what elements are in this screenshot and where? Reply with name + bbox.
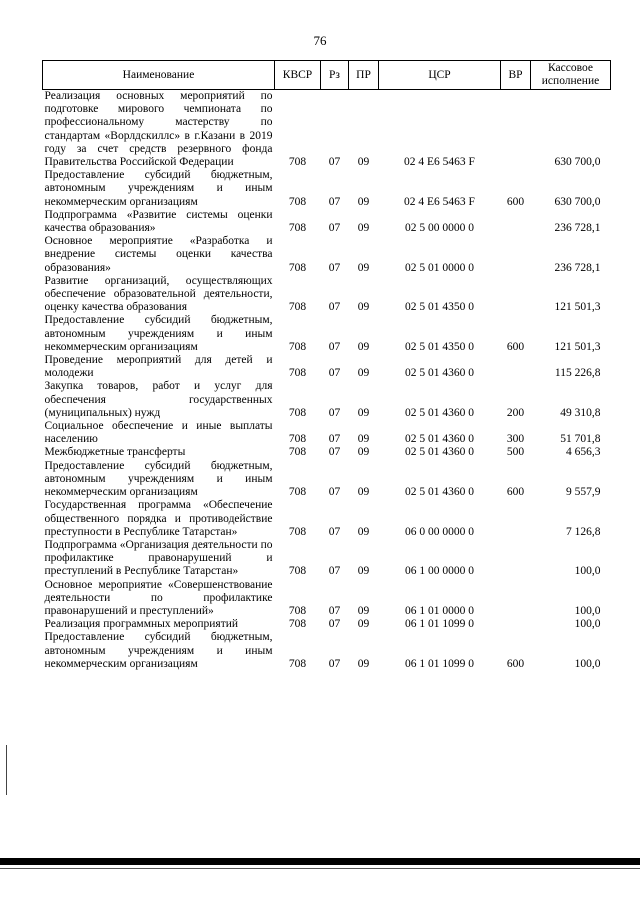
row-pr: 09: [357, 565, 370, 578]
row-csr: 02 5 01 4350 0: [405, 301, 474, 314]
row-pr: 09: [357, 433, 370, 446]
row-name: Реализация программных мероприятий: [44, 618, 239, 631]
header-name: Наименование: [43, 61, 275, 90]
table-row: [43, 499, 611, 539]
row-vr: 600: [506, 340, 525, 353]
row-amount: 236 728,1: [554, 222, 601, 235]
row-vr: [501, 579, 531, 619]
row-pr: 09: [357, 367, 370, 380]
header-rz: Рз: [321, 61, 349, 90]
row-rz: 07: [328, 486, 341, 499]
row-csr: 02 4 Е6 5463 F: [404, 195, 475, 208]
row-csr: 06 0 00 0000 0: [405, 525, 474, 538]
row-amount: 121 501,3: [554, 301, 601, 314]
row-name: Развитие организаций, осуществляющих обеспечение образовательной деятельности, оценку качества образования: [44, 274, 273, 314]
row-rz: 07: [328, 525, 341, 538]
table-row: [43, 631, 611, 671]
row-rz: 07: [328, 222, 341, 235]
table-row: [43, 275, 611, 315]
row-amount: 4 656,3: [566, 446, 601, 459]
row-kvsr: 708: [288, 565, 307, 578]
row-kvsr: 708: [288, 433, 307, 446]
row-name: Основное мероприятие «Разработка и внедрение системы оценки качества образования»: [44, 235, 273, 274]
row-rz: 07: [328, 156, 341, 169]
row-kvsr: 708: [288, 657, 307, 670]
row-kvsr: 708: [288, 618, 307, 631]
row-rz: 07: [328, 446, 341, 459]
row-rz: 07: [328, 340, 341, 353]
row-amount: 49 310,8: [560, 406, 601, 419]
row-vr: [501, 539, 531, 579]
row-vr: 300: [506, 433, 525, 446]
row-kvsr: 708: [288, 406, 307, 419]
row-name: Реализация основных мероприятий по подготовке мирового чемпионата по профессиональному мастерству по стандартам «Ворлдскиллс» в г.Казани в 2019 году за счет средств резервного фонда Правительства Российской Федерации: [44, 90, 273, 169]
row-pr: 09: [357, 446, 370, 459]
row-amount: 630 700,0: [554, 156, 601, 169]
row-csr: 06 1 01 1099 0: [405, 618, 474, 631]
row-pr: 09: [357, 340, 370, 353]
table-row: [43, 446, 611, 459]
row-kvsr: 708: [288, 525, 307, 538]
row-kvsr: 708: [288, 604, 307, 617]
row-csr: 02 5 01 4360 0: [405, 486, 474, 499]
header-kvsr: КВСР: [275, 61, 321, 90]
row-csr: 06 1 01 0000 0: [405, 604, 474, 617]
row-pr: 09: [357, 486, 370, 499]
row-name: Межбюджетные трансферты: [44, 446, 186, 459]
row-vr: [501, 209, 531, 235]
row-amount: 7 126,8: [566, 525, 601, 538]
row-vr: [501, 275, 531, 315]
row-rz: 07: [328, 433, 341, 446]
row-csr: 02 5 01 4350 0: [405, 340, 474, 353]
row-vr: 200: [506, 406, 525, 419]
table-row: [43, 314, 611, 354]
row-pr: 09: [357, 657, 370, 670]
row-rz: 07: [328, 618, 341, 631]
row-rz: 07: [328, 657, 341, 670]
row-kvsr: 708: [288, 446, 307, 459]
table-row: [43, 420, 611, 446]
row-name: Предоставление субсидий бюджетным, автономным учреждениям и иным некоммерческим организациям: [44, 169, 273, 208]
row-pr: 09: [357, 604, 370, 617]
row-amount: 236 728,1: [554, 261, 601, 274]
row-amount: 100,0: [574, 565, 601, 578]
row-kvsr: 708: [288, 486, 307, 499]
row-pr: 09: [357, 222, 370, 235]
row-name: Подпрограмма «Развитие системы оценки качества образования»: [44, 208, 273, 235]
page-bottom-border: [0, 858, 640, 865]
row-kvsr: 708: [288, 340, 307, 353]
header-vr: ВР: [501, 61, 531, 90]
row-amount: 100,0: [574, 604, 601, 617]
row-vr: 600: [506, 195, 525, 208]
row-rz: 07: [328, 406, 341, 419]
row-csr: 02 5 01 4360 0: [405, 406, 474, 419]
row-kvsr: 708: [288, 195, 307, 208]
table-row: [43, 169, 611, 209]
row-csr: 02 5 01 4360 0: [405, 446, 474, 459]
row-csr: 06 1 00 0000 0: [405, 565, 474, 578]
row-pr: 09: [357, 156, 370, 169]
row-kvsr: 708: [288, 367, 307, 380]
row-amount: 51 701,8: [560, 433, 601, 446]
row-pr: 09: [357, 195, 370, 208]
row-name: Закупка товаров, работ и услуг для обеспечения государственных (муниципальных) нужд: [44, 380, 273, 419]
row-name: Социальное обеспечение и иные выплаты населению: [44, 420, 273, 446]
row-csr: 02 5 00 0000 0: [405, 222, 474, 235]
table-header-row: [43, 61, 611, 90]
row-pr: 09: [357, 406, 370, 419]
row-rz: 07: [328, 604, 341, 617]
budget-execution-table: [42, 60, 611, 671]
row-kvsr: 708: [288, 261, 307, 274]
table-row: [43, 618, 611, 631]
table-row: [43, 539, 611, 579]
row-rz: 07: [328, 301, 341, 314]
row-csr: 06 1 01 1099 0: [405, 657, 474, 670]
row-name: Предоставление субсидий бюджетным, автономным учреждениям и иным некоммерческим организациям: [44, 314, 273, 353]
header-amount: Кассовое исполнение: [531, 61, 611, 90]
row-vr: 600: [506, 657, 525, 670]
row-pr: 09: [357, 301, 370, 314]
row-rz: 07: [328, 367, 341, 380]
row-name: Предоставление субсидий бюджетным, автономным учреждениям и иным некоммерческим организациям: [44, 459, 273, 499]
row-vr: [501, 90, 531, 170]
row-rz: 07: [328, 565, 341, 578]
row-name: Проведение мероприятий для детей и молодежи: [44, 354, 273, 380]
row-amount: 100,0: [574, 618, 601, 631]
row-csr: 02 5 01 4360 0: [405, 367, 474, 380]
page-number: 76: [313, 33, 327, 48]
table-row: [43, 354, 611, 380]
header-pr: ПР: [349, 61, 379, 90]
row-vr: 600: [506, 486, 525, 499]
row-kvsr: 708: [288, 222, 307, 235]
row-pr: 09: [357, 525, 370, 538]
row-pr: 09: [357, 618, 370, 631]
row-amount: 9 557,9: [566, 486, 601, 499]
row-rz: 07: [328, 195, 341, 208]
row-csr: 02 5 01 4360 0: [405, 433, 474, 446]
row-amount: 115 226,8: [554, 367, 601, 380]
row-vr: [501, 618, 531, 631]
table-row: [43, 209, 611, 235]
table-body: [43, 90, 611, 671]
row-amount: 121 501,3: [554, 340, 601, 353]
row-pr: 09: [357, 261, 370, 274]
row-kvsr: 708: [288, 156, 307, 169]
table-row: [43, 235, 611, 275]
row-vr: [501, 235, 531, 275]
table-row: [43, 90, 611, 170]
row-name: Государственная программа «Обеспечение общественного порядка и противодействие преступности в Республике Татарстан»: [44, 499, 273, 538]
table-row: [43, 380, 611, 420]
row-amount: 100,0: [574, 657, 601, 670]
row-name: Основное мероприятие «Совершенствование деятельности по профилактике правонарушений и преступлений»: [44, 578, 273, 617]
row-rz: 07: [328, 261, 341, 274]
table-row: [43, 460, 611, 500]
row-vr: [501, 354, 531, 380]
row-csr: 02 4 Е6 5463 F: [404, 156, 475, 169]
row-name: Подпрограмма «Организация деятельности по профилактике правонарушений и преступлений в Республике Татарстан»: [44, 538, 273, 578]
header-csr: ЦСР: [379, 61, 501, 90]
table-row: [43, 579, 611, 619]
row-kvsr: 708: [288, 301, 307, 314]
scan-margin-line: [6, 745, 7, 795]
row-vr: 500: [506, 446, 525, 459]
page-bottom-thin-border: [0, 868, 640, 869]
row-name: Предоставление субсидий бюджетным, автономным учреждениям и иным некоммерческим организациям: [44, 631, 273, 670]
row-csr: 02 5 01 0000 0: [405, 261, 474, 274]
row-vr: [501, 499, 531, 539]
row-amount: 630 700,0: [554, 195, 601, 208]
